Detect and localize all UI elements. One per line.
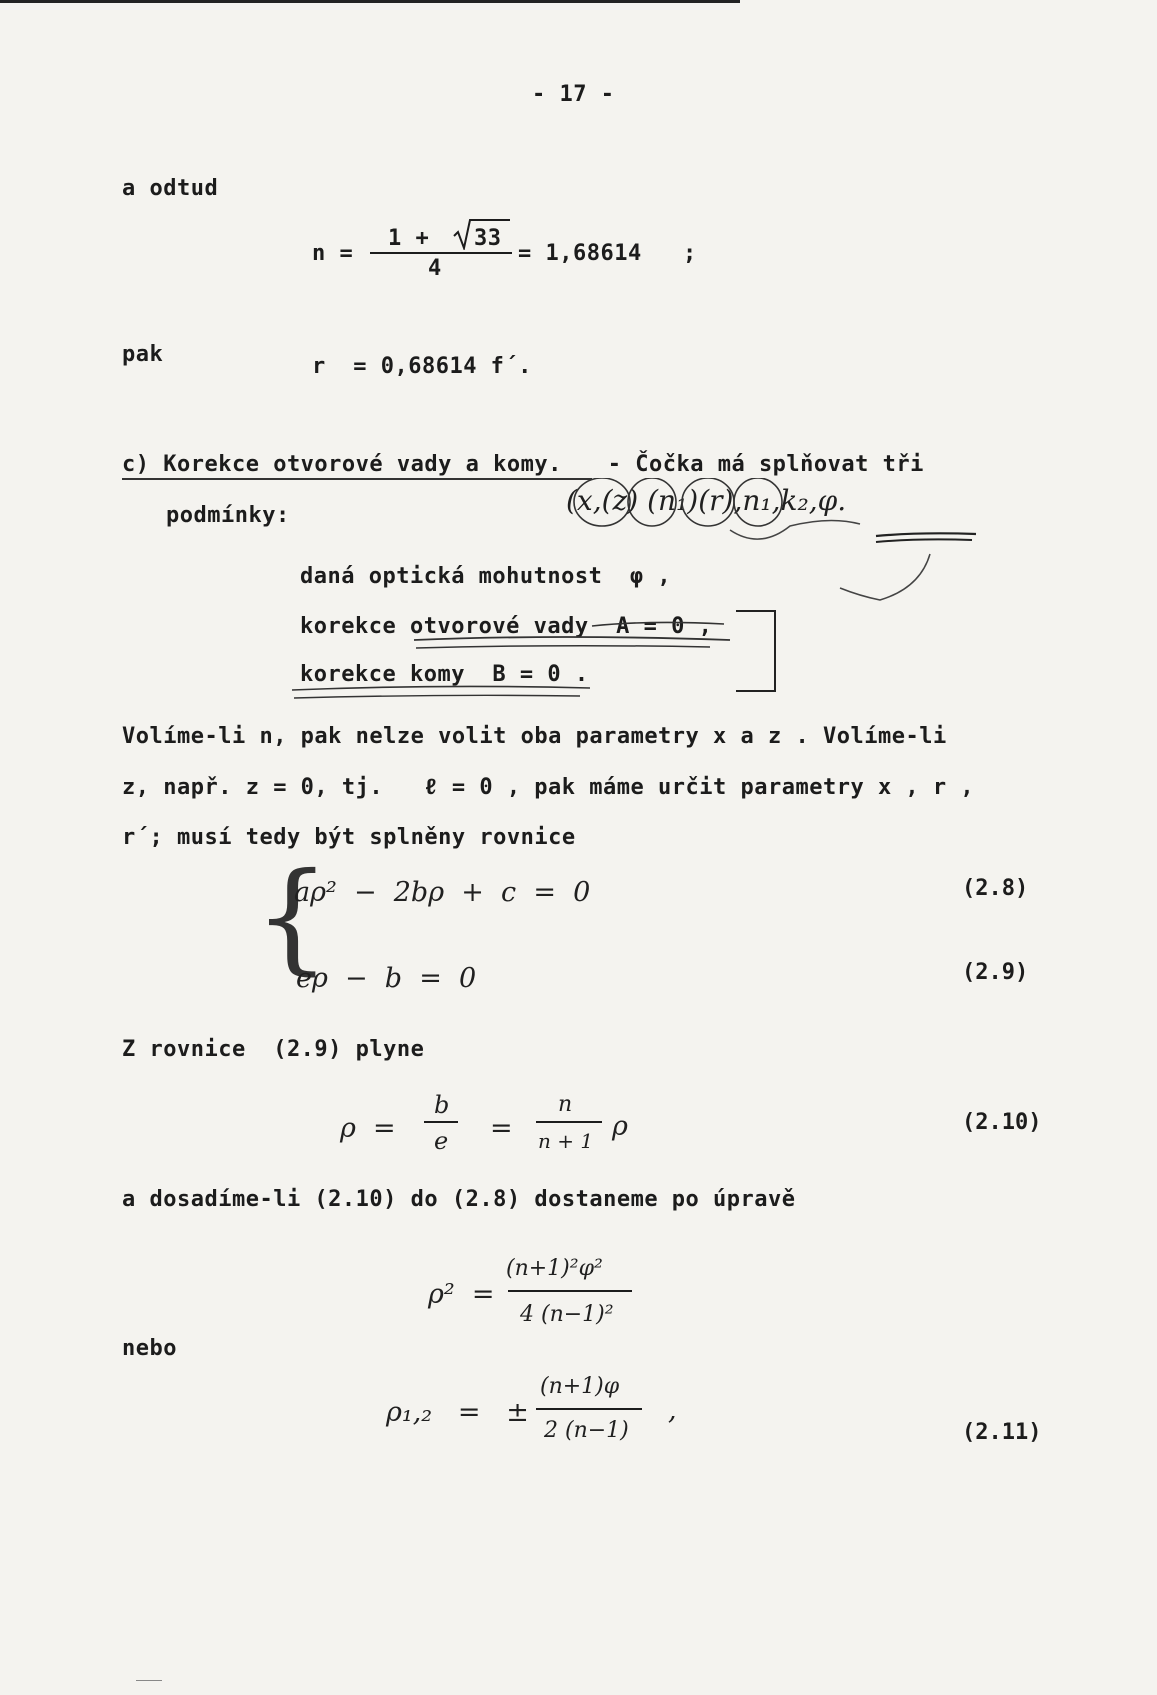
- eq-2-11-denominator: 2 (n−1): [544, 1418, 629, 1443]
- condition-coma-correction: korekce komy B = 0 .: [300, 662, 589, 687]
- eq-2-10-lhs: ρ =: [340, 1113, 396, 1144]
- paragraph-line-2: z, např. z = 0, tj. ℓ = 0 , pak máme určit parametry x , r ,: [122, 775, 975, 800]
- eq-2-10-fraction2-bar: [536, 1121, 602, 1123]
- eq-2-11-numerator: (n+1)φ: [540, 1374, 620, 1399]
- equation-2-8-label: (2.8): [962, 876, 1029, 901]
- eq-rho-squared-numerator: (n+1)²φ²: [506, 1256, 603, 1281]
- eq-2-11-lhs: ρ₁,₂ = ±: [386, 1397, 529, 1428]
- eq-2-11-bar: [536, 1408, 642, 1410]
- handwritten-margin-note: (x,(z) (n₁)(r),n₁,k₂,φ.: [566, 484, 847, 517]
- eq-n-denominator: 4: [428, 256, 442, 281]
- equation-2-9-label: (2.9): [962, 960, 1029, 985]
- eq-2-10-fraction1-numerator: b: [434, 1091, 450, 1119]
- condition-aperture-correction: korekce otvorové vady A = 0 ,: [300, 614, 713, 639]
- text-dosadime: a dosadíme-li (2.10) do (2.8) dostaneme po úpravě: [122, 1187, 796, 1212]
- eq-n-rhs: = 1,68614 ;: [518, 241, 697, 266]
- paragraph-line-3: r´; musí tedy být splněny rovnice: [122, 825, 576, 850]
- bottom-mark: [136, 1680, 162, 1681]
- eq-n-lhs: n =: [312, 241, 354, 266]
- condition2-strikethrough: [590, 612, 730, 636]
- eq-2-10-fraction2-denominator: n + 1: [538, 1129, 594, 1153]
- eq-rho-squared-bar: [508, 1290, 632, 1292]
- eq-2-10-equals: =: [490, 1113, 513, 1144]
- eq-n-fraction-bar: [370, 252, 512, 254]
- text-z-rovnice: Z rovnice (2.9) plyne: [122, 1037, 425, 1062]
- equation-2-9: eρ − b = 0: [296, 963, 477, 994]
- paragraph-line-1: Volíme-li n, pak nelze volit oba parametry x a z . Volíme-li: [122, 724, 947, 749]
- text-podminky: podmínky:: [166, 503, 290, 528]
- eq-n-sqrt-value: 33: [474, 226, 502, 251]
- eq-r: r = 0,68614 f´.: [312, 354, 532, 379]
- equation-system-brace: {: [254, 848, 331, 987]
- text-a-odtud: a odtud: [122, 176, 219, 201]
- condition-optical-power: daná optická mohutnost φ ,: [300, 564, 672, 589]
- eq-2-10-fraction1-denominator: e: [434, 1127, 449, 1155]
- conditions-bracket: [736, 610, 776, 692]
- section-c-heading: c) Korekce otvorové vady a komy.: [122, 452, 562, 477]
- condition3-handwritten-underline: [290, 682, 610, 704]
- eq-rho-squared-denominator: 4 (n−1)²: [520, 1302, 614, 1327]
- equation-2-11-label: (2.11): [962, 1420, 1042, 1445]
- top-border-line: [0, 0, 740, 3]
- eq-2-10-fraction1-bar: [424, 1121, 458, 1123]
- eq-2-10-tail: ρ: [612, 1111, 628, 1142]
- equation-2-10-label: (2.10): [962, 1110, 1042, 1135]
- equation-2-8: aρ² − 2bρ + c = 0: [294, 877, 591, 908]
- text-nebo: nebo: [122, 1336, 177, 1361]
- eq-2-11-comma: ,: [668, 1395, 677, 1426]
- eq-2-10-fraction2-numerator: n: [558, 1092, 573, 1117]
- eq-rho-squared-lhs: ρ² =: [428, 1279, 495, 1310]
- eq-n-numerator: 1 +: [388, 226, 430, 251]
- page-number: - 17 -: [532, 82, 615, 107]
- text-pak: pak: [122, 342, 164, 367]
- section-c-rest: - Čočka má splňovat tři: [594, 452, 924, 477]
- section-c-underline: [122, 478, 592, 480]
